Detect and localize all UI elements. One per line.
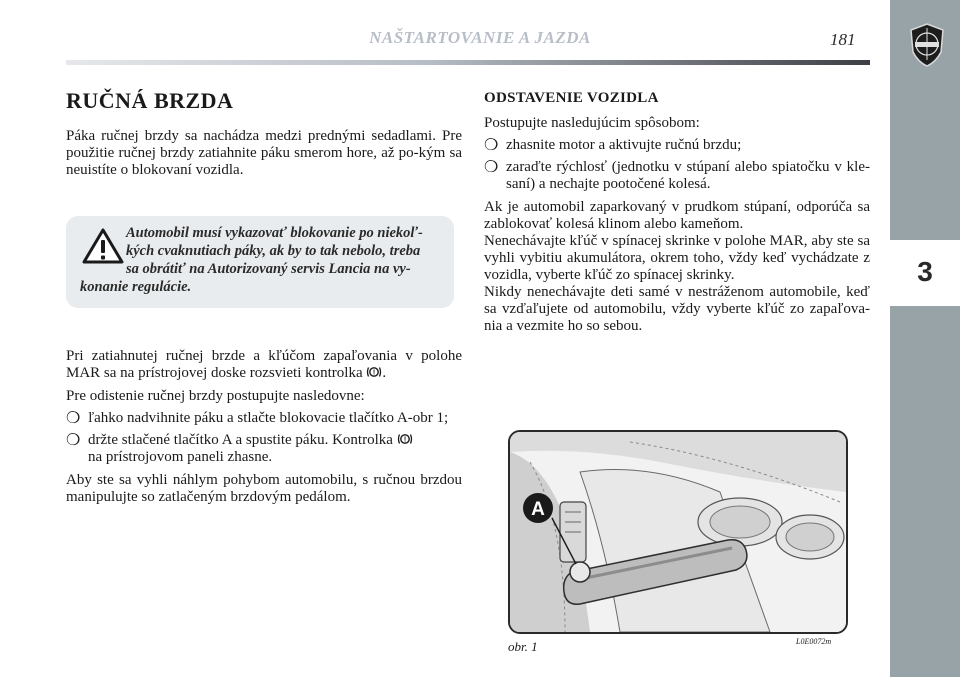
key-paragraph: Nenechávajte kľúč v spínacej skrinke v polohe MAR, aby ste sa vyhli vybitiu akumulátora, okrem toho, vždy keď vychádzate z vozidla, vyberte kľúč zo spínacej skrinky. <box>484 233 870 283</box>
list-item-text-part: na prístrojovom paneli zhasne. <box>88 449 273 465</box>
children-paragraph: Nikdy nenechávajte deti samé v nestráženom automobile, keď sa vzďaľujete od automobilu, vždy vyberte kľúč zo zapaľova-nia a vezmite ho so sebou. <box>484 284 870 334</box>
list-item <box>66 432 462 466</box>
warning-line: kých cvaknutiach páky, ak by to tak nebolo, treba <box>126 243 421 259</box>
lamp-paragraph-text: Pri zatiahnutej ručnej brzde a kľúčom zapaľovania v polohe MAR sa na prístrojovej doske rozsvieti kontrolka <box>66 348 462 381</box>
list-item <box>484 137 870 154</box>
handbrake-drawing <box>510 432 846 632</box>
list-item-text: zhasnite motor a aktivujte ručnú brzdu; <box>506 137 742 153</box>
bullet-icon: ❍ <box>484 159 499 176</box>
bullet-icon: ❍ <box>484 137 499 154</box>
brake-warning-lamp-icon <box>397 432 413 446</box>
list-item <box>66 410 462 427</box>
slope-paragraph: Ak je automobil zaparkovaný v prudkom stúpaní, odporúča sa zablokovať kolesá klinom alebo kameňom. <box>484 199 870 232</box>
page-number: 181 <box>830 30 856 49</box>
section-title-parking-brake: RUČNÁ BRZDA <box>66 88 234 113</box>
release-intro: Pre odistenie ručnej brzdy postupujte nasledovne: <box>66 388 365 404</box>
list-item <box>484 159 870 193</box>
left-column <box>66 88 462 179</box>
figure-code: L0E0072m <box>796 637 832 646</box>
chapter-number: 3 <box>917 256 933 287</box>
brake-warning-lamp-icon <box>366 365 382 379</box>
release-instructions <box>66 348 462 506</box>
parking-intro: Postupujte nasledujúcim spôsobom: <box>484 115 700 131</box>
figure-caption: obr. 1 <box>508 639 538 654</box>
list-item-text <box>88 432 462 466</box>
running-header-title: NAŠTARTOVANIE A JAZDA <box>369 28 591 47</box>
section-title-parking: ODSTAVENIE VOZIDLA <box>484 90 659 106</box>
right-column <box>484 88 870 335</box>
warning-box <box>66 216 454 308</box>
side-band <box>890 0 960 677</box>
lancia-logo <box>908 22 946 68</box>
list-item-text: ľahko nadvihnite páku a stlačte blokovacie tlačítko A-obr 1; <box>88 410 449 426</box>
svg-text:!: ! <box>403 436 406 444</box>
closing-paragraph: Aby ste sa vyhli náhlym pohybom automobilu, s ručnou brzdou manipulujte so zatlačeným brzdovým pedálom. <box>66 472 462 505</box>
warning-text <box>80 224 440 296</box>
warning-line: sa obrátiť na Autorizovaný servis Lancia na vy- <box>126 261 411 277</box>
intro-paragraph: Páka ručnej brzdy sa nachádza medzi prednými sedadlami. Pre použitie ručnej brzdy zatiahnite páku smerom hore, až po-kým sa neuistíte o blokovaní vozidla. <box>66 128 462 178</box>
list-item-text: zaraďte rýchlosť (jednotku v stúpaní alebo spiatočku v kle-saní) a nechajte pootočené kolesá. <box>506 159 870 192</box>
warning-line: Automobil musí vykazovať blokovanie po niekoľ- <box>126 225 423 241</box>
handbrake-illustration <box>508 430 848 634</box>
lamp-paragraph: Pri zatiahnutej ručnej brzde a kľúčom zapaľovania v polohe MAR sa na prístrojovej doske rozsvieti kontrolka ! . <box>66 348 462 381</box>
warning-line: konanie regulácie. <box>80 279 192 295</box>
header-rule <box>66 60 870 65</box>
figure-callout-label: A <box>531 499 545 520</box>
list-item-text-part: držte stlačené tlačítko A a spustite páku. Kontrolka <box>88 432 393 448</box>
bullet-icon: ❍ <box>66 432 81 449</box>
svg-text:!: ! <box>373 369 376 377</box>
bullet-icon: ❍ <box>66 410 81 427</box>
